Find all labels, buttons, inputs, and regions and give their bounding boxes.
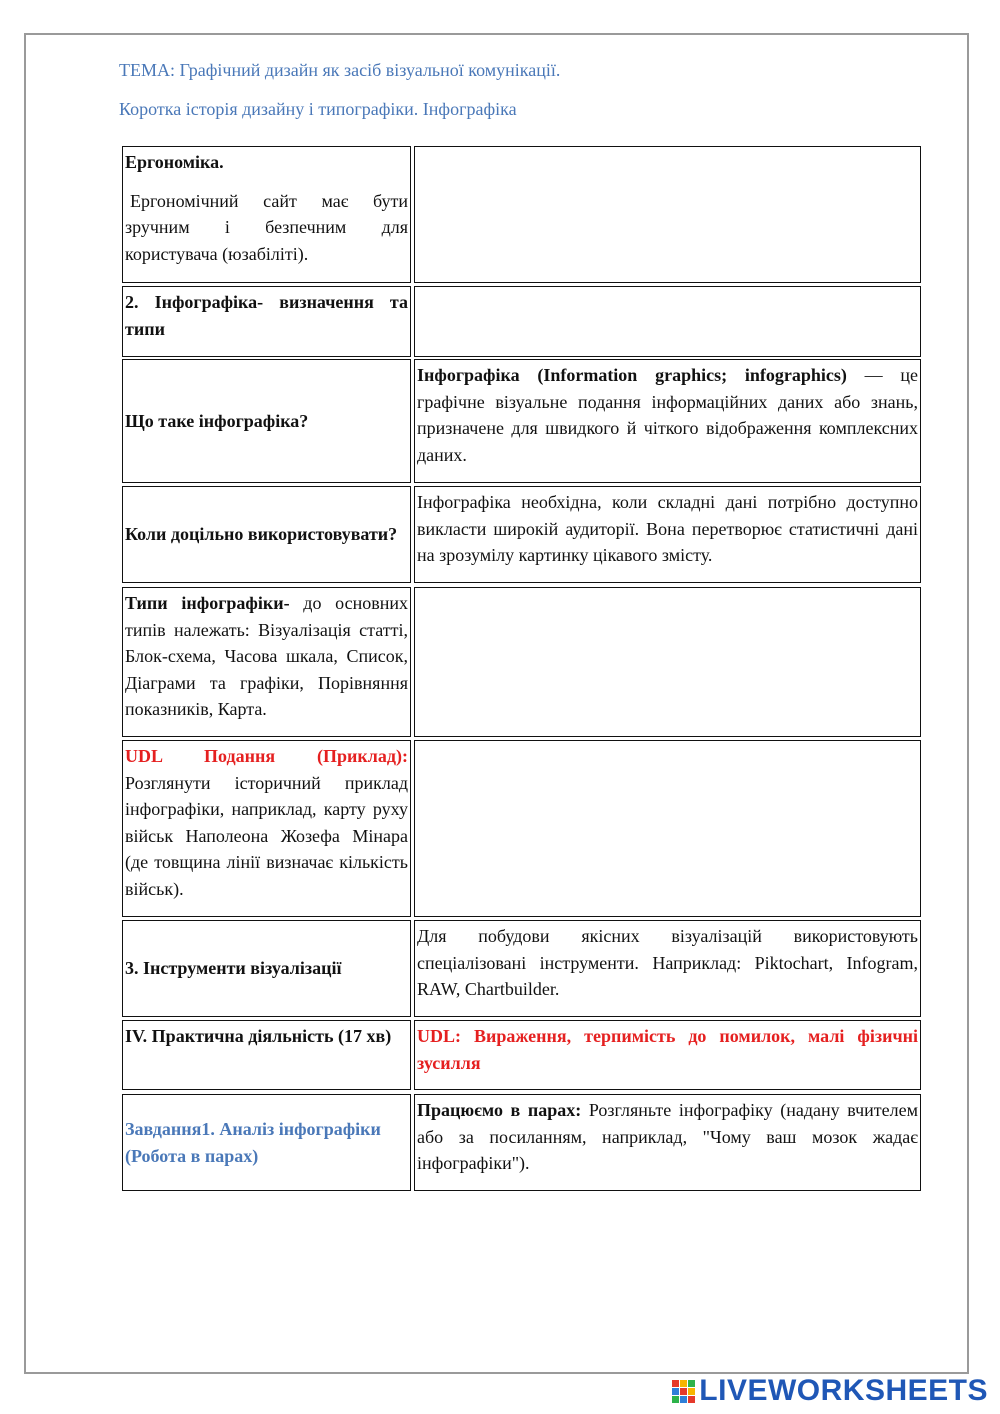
infographics-def-title: 2. Інфографіка- визначення та типи (125, 292, 408, 339)
cell-task1-left (122, 1094, 411, 1191)
cell-practice-right (414, 1020, 921, 1090)
when-answer: Інфографіка необхідна, коли складні дані потрібно доступно викласти широкій аудиторії. Вона перетворює статистичні дані на зрозумілу картинку цікавого змісту. (417, 492, 918, 565)
liveworksheets-logo (672, 1376, 988, 1406)
ergonomics-text: Ергономічний сайт має бути зручним і безпечним для користувача (юзабіліті). (125, 190, 408, 264)
subtopic-heading: Коротка історія дизайну і типографіки. Інфографіка (119, 99, 517, 119)
cell-task1-right (414, 1094, 921, 1191)
udl-presentation-label: UDL Подання (Приклад): (125, 746, 408, 766)
task1-instructions (417, 1097, 918, 1177)
definition-text: — це графічне візуальне подання інформаційних даних або знань, призначене для швидкого й чіткого відображення комплексних даних. (417, 365, 919, 465)
task1-text: Розгляньте інфографіку (надану вчителем або за посиланням, наприклад, "Чому ваш мозок жадає інфографіки"). (417, 1100, 918, 1173)
tools-text: Для побудови якісних візуалізацій використовують спеціалізовані інструменти. Наприклад: Piktochart, Infogram, RAW, Chartbuilder. (417, 926, 918, 999)
types-title: Типи інфографіки- (125, 593, 290, 613)
cell-tools-left (122, 920, 411, 1017)
what-is-definition (417, 362, 918, 468)
types-list: до основних типів належать: Візуалізація статті, Блок-схема, Часова шкала, Список, Діаграми та графіки, Порівняння показників, Карта. (125, 593, 409, 719)
udl-example-description: Розглянути історичний приклад інфографіки, наприклад, карту руху військ Наполеона Жозефа Мінара (де товщина лінії визначає кількість військ). (125, 772, 408, 899)
what-is-question: Що таке інфографіка? (125, 410, 309, 431)
answer-field-udl-example[interactable] (414, 740, 921, 917)
liveworksheets-brand: LIVEWORKSHEETS (699, 1374, 988, 1407)
answer-field-types[interactable] (414, 587, 921, 737)
tools-title: 3. Інструменти візуалізації (125, 958, 342, 979)
ergonomics-title: Ергономіка. (125, 152, 224, 172)
cell-what-is-right (414, 359, 921, 483)
cell-udl-example-left (122, 740, 411, 917)
cell-when-right (414, 486, 921, 583)
definition-term: Інфографіка (Information graphics; infographics) (417, 365, 847, 385)
answer-field-infographics-def[interactable] (414, 286, 921, 357)
liveworksheets-logo-icon (672, 1380, 695, 1403)
when-question: Коли доцільно використовувати? (125, 524, 398, 545)
answer-field-ergonomics[interactable] (414, 146, 921, 283)
cell-what-is-left (122, 359, 411, 483)
practice-title: IV. Практична діяльність (17 хв) (125, 1026, 392, 1046)
pair-work-label: Працюємо в парах: (417, 1100, 582, 1120)
udl-expression-note: UDL: Вираження, терпимість до помилок, малі фізичні зусилля (417, 1026, 918, 1073)
cell-infographics-def-left (122, 286, 411, 357)
cell-tools-right (414, 920, 921, 1017)
cell-practice-left (122, 1020, 411, 1090)
topic-heading: ТЕМА: Графічний дизайн як засіб візуальної комунікації. (119, 60, 561, 80)
cell-when-left (122, 486, 411, 583)
cell-ergonomics-left (122, 146, 411, 283)
task1-title: Завдання1. Аналіз інфографіки (Робота в парах) (125, 1119, 381, 1166)
cell-types-left (122, 587, 411, 737)
types-text (125, 590, 408, 723)
udl-example-text (125, 743, 408, 902)
